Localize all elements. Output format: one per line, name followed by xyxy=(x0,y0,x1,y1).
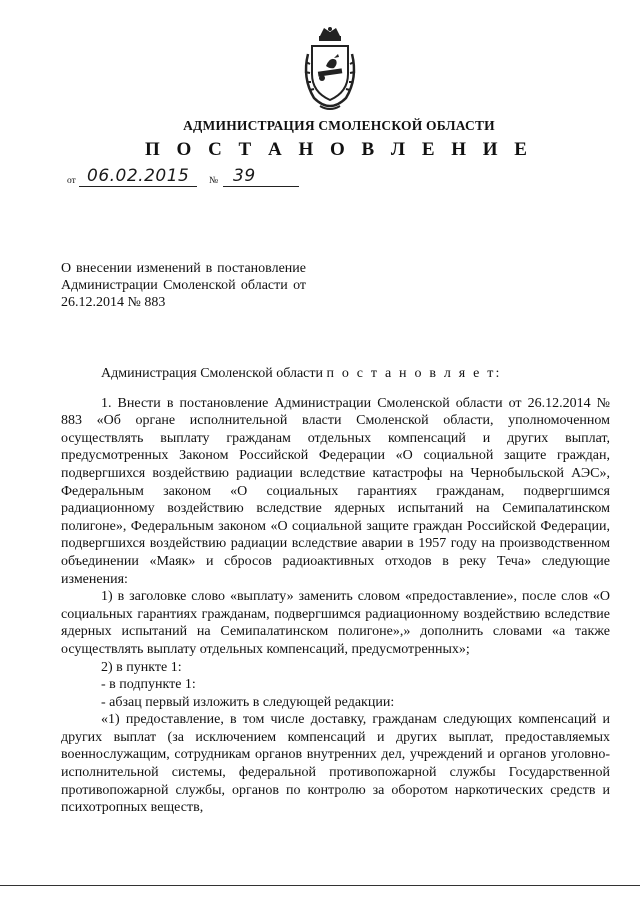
paragraph-3: 2) в пункте 1: xyxy=(101,659,182,675)
date-number-line xyxy=(67,166,307,188)
date-prefix: от xyxy=(67,176,76,186)
preamble-decision: п о с т а н о в л я е т: xyxy=(326,366,502,381)
number-underline xyxy=(223,186,299,187)
organization-title: АДМИНИСТРАЦИЯ СМОЛЕНСКОЙ ОБЛАСТИ xyxy=(183,118,495,133)
paragraph-5: - абзац первый изложить в следующей редакции: xyxy=(101,694,395,710)
document-subject: О внесении изменений в постановление Администрации Смоленской области от 26.12.2014 № 883 xyxy=(61,261,306,310)
page-bottom-rule xyxy=(0,885,640,886)
coat-of-arms-emblem xyxy=(298,26,362,112)
preamble xyxy=(61,365,610,383)
number-handwritten: 39 xyxy=(233,166,256,186)
date-underline xyxy=(79,186,197,187)
document-body xyxy=(61,365,610,817)
paragraph-4: - в подпункте 1: xyxy=(101,677,196,693)
paragraph-1: 1. Внести в постановление Администрации Смоленской области от 26.12.2014 № 883 «Об органе исполнительной власти Смоленской области, уполномоченном осуществлять выплату гражданам отдельных компенсаций и других выплат, предусмотренных Законом Российской Федерации «О социальной защите граждан, подвергшихся воздействию радиации вследствие катастрофы на Чернобыльской АЭС», Федеральным законом «О социальных гарантиях гражданам, подвергшимся радиационному воздействию вследствие ядерных испытаний на Семипалатинском полигоне», Федеральным законом «О социальной защите граждан Российской Федерации, подвергшихся воздействию радиации вследствие аварии в 1957 году на производственном объединении «Маяк» и сбросов радиоактивных отходов в реку Теча» следующие изменения: xyxy=(61,395,610,587)
paragraph-6: «1) предоставление, в том числе доставку, гражданам следующих компенсаций и других выплат (за исключением компенсаций и других выплат, предоставляемых военнослужащим, сотрудникам органов внутренних дел, учреждений и органов уголовно-исполнительной системы, федеральной противопожарной службы Государственной противопожарной службы, органов по контролю за оборотом наркотических средств и психотропных веществ, xyxy=(61,712,610,816)
document-type-heading: П О С Т А Н О В Л Е Н И Е xyxy=(145,139,533,160)
paragraph-2: 1) в заголовке слово «выплату» заменить словом «предоставление», после слов «О социальных гарантиях гражданам, подвергшимся радиационному воздействию вследствие ядерных испытаний на Семипалатинском полигоне»,» дополнить словами «а также осуществлять выплату отдельных компенсаций, предусмотренных»; xyxy=(61,589,610,657)
number-prefix: № xyxy=(209,176,219,186)
preamble-text: Администрация Смоленской области xyxy=(101,366,324,381)
date-handwritten: 06.02.2015 xyxy=(87,166,190,186)
